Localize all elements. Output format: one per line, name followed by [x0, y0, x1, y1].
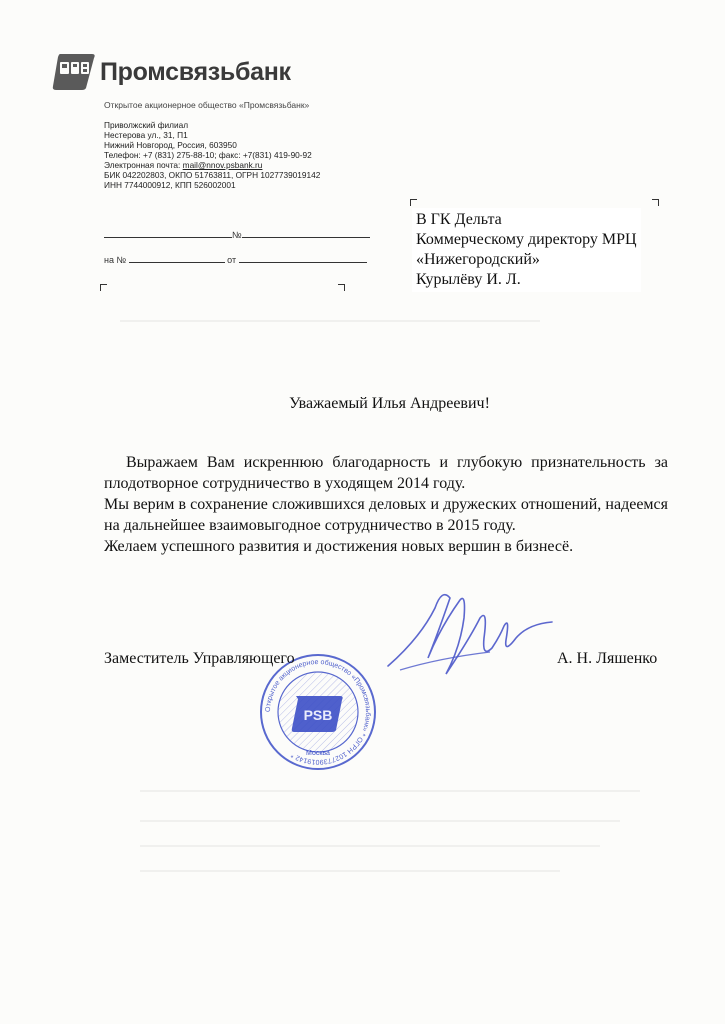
- from-label: от: [227, 255, 237, 265]
- bleed-through: [140, 845, 600, 847]
- bleed-through: [140, 870, 560, 872]
- letter-body: [104, 452, 668, 557]
- corner-mark: [338, 284, 345, 291]
- number-field-line: [242, 229, 370, 238]
- bleed-through: [120, 320, 540, 322]
- addressee-block: [412, 208, 641, 292]
- ref-label: на №: [104, 255, 127, 265]
- email-link[interactable]: mail@nnov.psbank.ru: [182, 160, 263, 170]
- corner-mark: [410, 199, 417, 206]
- addressee-line: Курылёву И. Л.: [416, 271, 521, 288]
- ref-field-line: [129, 254, 225, 263]
- org-full-name: Открытое акционерное общество «Промсвязьбанк»: [104, 100, 310, 110]
- from-field-line: [239, 254, 367, 263]
- info-line: Приволжский филиал: [104, 120, 189, 130]
- signer-role: Заместитель Управляющего: [104, 650, 295, 667]
- bank-details: [104, 120, 320, 190]
- stamp-center-text: PSB: [303, 707, 333, 723]
- bank-stamp: [258, 652, 378, 772]
- date-field-line: [104, 229, 232, 238]
- corner-mark: [100, 284, 107, 291]
- addressee-line: Коммерческому директору МРЦ: [416, 231, 637, 248]
- addressee-line: «Нижегородский»: [416, 251, 540, 268]
- outgoing-number-row: [104, 229, 370, 240]
- handwritten-signature: [380, 578, 570, 688]
- reference-number-row: [104, 254, 367, 265]
- stamp-outer-text: Открытое акционерное общество «Промсвязьбанк» * ОГРН 1027739019142 *: [264, 658, 372, 766]
- info-line: БИК 042202803, ОКПО 51763811, ОГРН 1027739019142: [104, 170, 321, 180]
- stamp-city: Москва: [306, 750, 330, 757]
- info-line: Телефон: +7 (831) 275-88-10; факс: +7(831) 419-90-92: [104, 150, 312, 160]
- bank-name: Промсвязьбанк: [100, 57, 291, 86]
- number-label: №: [232, 230, 242, 240]
- psb-logo-icon: [52, 52, 96, 92]
- paragraph: Желаем успешного развития и достижения новых вершин в бизнесё.: [104, 538, 574, 555]
- email-label: Электронная почта:: [104, 160, 183, 170]
- addressee-line: В ГК Дельта: [416, 211, 502, 228]
- signer-name: А. Н. Ляшенко: [557, 650, 658, 667]
- corner-mark: [652, 199, 659, 206]
- bleed-through: [140, 790, 640, 792]
- paragraph: Выражаем Вам искреннюю благодарность и глубокую признательность за плодотворное сотрудничество в уходящем 2014 году.: [104, 454, 668, 492]
- paragraph: Мы верим в сохранение сложившихся деловых и дружеских отношений, надеемся на дальнейшее взаимовыгодное сотрудничество в 2015 году.: [104, 496, 668, 534]
- info-line: Нестерова ул., 31, П1: [104, 130, 188, 140]
- info-line: Нижний Новгород, Россия, 603950: [104, 140, 237, 150]
- bleed-through: [140, 820, 620, 822]
- greeting: Уважаемый Илья Андреевич!: [289, 395, 490, 412]
- bank-logo: [52, 52, 291, 92]
- info-line: ИНН 7744000912, КПП 526002001: [104, 180, 236, 190]
- email-line: [104, 160, 320, 170]
